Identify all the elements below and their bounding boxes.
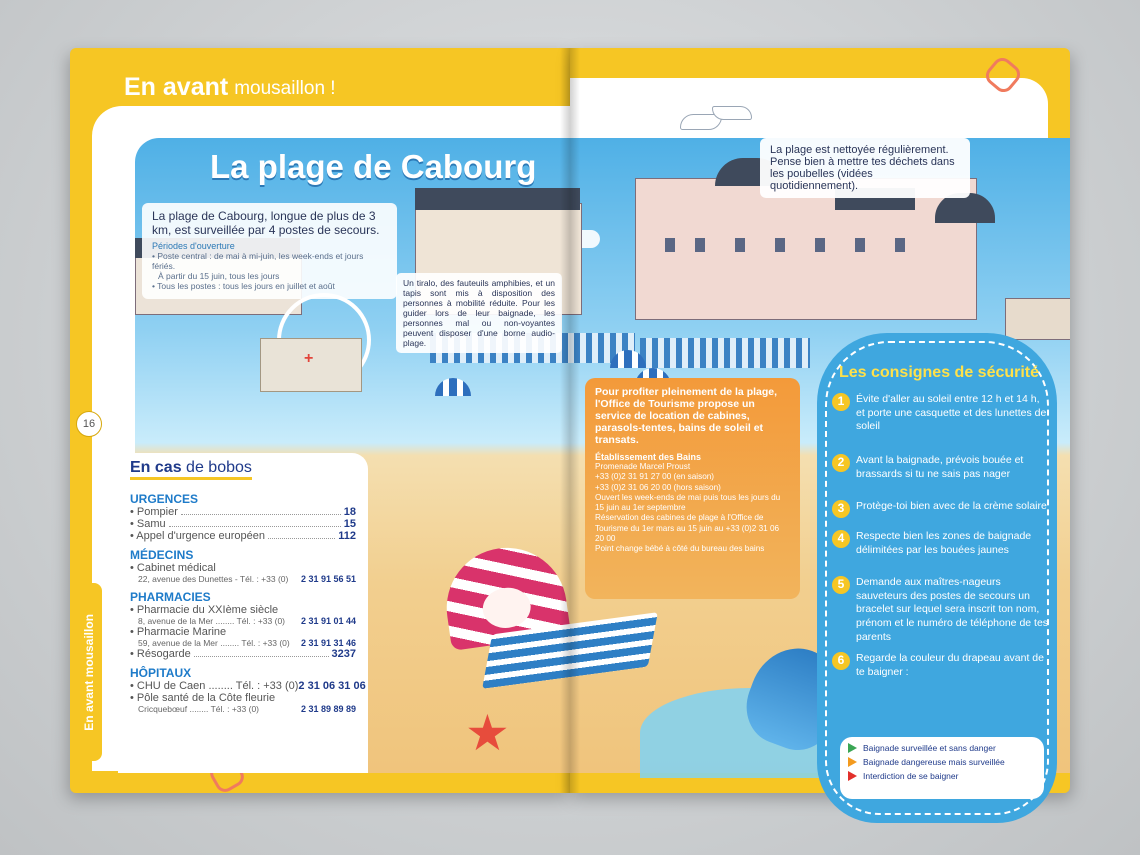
- contact-address: [130, 704, 356, 714]
- bains-line: Point change bébé à côté du bureau des bains: [595, 544, 765, 553]
- contact-label: • Pompier: [130, 506, 178, 518]
- section-heading: URGENCES: [130, 492, 199, 506]
- flag-text: Baignade surveillée et sans danger: [863, 743, 996, 753]
- flag-item: [848, 771, 1036, 781]
- window: [855, 238, 865, 252]
- section-heading: PHARMACIES: [130, 590, 211, 604]
- red-flag-icon: [848, 771, 857, 781]
- bains-line: Réservation des cabines de plage à l'Office de Tourisme du 1er mars au 15 juin au +33 (0)2 31 06 20 00: [595, 513, 780, 543]
- flag-legend: [840, 737, 1044, 799]
- contact-label: • CHU de Caen ........ Tél. : +33 (0): [130, 680, 299, 692]
- contact-number: 2 31 91 31 46: [300, 638, 356, 648]
- contact-row: [130, 518, 356, 530]
- window: [775, 238, 785, 252]
- contact-number: 15: [343, 518, 356, 530]
- roof: [415, 188, 580, 210]
- rule-text: Protège-toi bien avec de la crème solaire: [856, 500, 1047, 512]
- safety-rule: [832, 530, 1050, 557]
- beach-cabins: [640, 338, 810, 368]
- safety-rule: [832, 393, 1050, 434]
- bains-headline: Pour profiter pleinement de la plage, l'Office de Tourisme propose un service de location de cabines, parasols-tentes, bains de soleil et transats.: [595, 386, 778, 446]
- parasol-icon: [435, 378, 471, 396]
- building: [1005, 298, 1070, 340]
- section-heading: HÔPITAUX: [130, 666, 192, 680]
- contact-number: 2 31 91 01 44: [300, 616, 356, 626]
- rule-number: 5: [832, 576, 850, 594]
- contact-address: [130, 574, 356, 584]
- flag-text: Interdiction de se baigner: [863, 771, 959, 781]
- emergency-title-b: de bobos: [186, 459, 252, 476]
- safety-rule: [832, 652, 1050, 679]
- opening-line: • Poste central : de mai à mi-juin, les week-ends et jours fériés.: [152, 251, 364, 271]
- address-text: 22, avenue des Dunettes - Tél. : +33 (0): [138, 574, 289, 584]
- orange-flag-icon: [848, 757, 857, 767]
- opening-periods-heading: Périodes d'ouverture: [152, 241, 235, 251]
- contact-number: 2 31 89 89 89: [300, 704, 356, 714]
- safety-rule: [832, 500, 1050, 518]
- page-header: [108, 66, 352, 102]
- opening-line: À partir du 15 juin, tous les jours: [158, 271, 280, 281]
- rule-text: Demande aux maîtres-nageurs sauveteurs des postes de secours un bracelet sur lequel sera inscrit ton nom, prénom et le numéro de téléphone de tes parents: [856, 576, 1049, 643]
- flag-item: [848, 743, 1036, 753]
- emergency-title-a: En cas: [130, 459, 182, 476]
- first-aid-cross-icon: +: [304, 350, 314, 367]
- accessibility-box: Un tiralo, des fauteuils amphibies, et un tapis sont mis à disposition des personnes à mobilité réduite. Pour les guider lors de leur baignade, les personnes mal ou non-voyantes peuvent disposer d'une borne audio-plage.: [396, 273, 562, 353]
- contact-row: [130, 604, 356, 616]
- bains-line: +33 (0)2 31 06 20 00 (hors saison): [595, 482, 721, 492]
- header-part1: En avant: [124, 73, 229, 101]
- window: [735, 238, 745, 252]
- contact-row: [130, 680, 366, 692]
- green-flag-icon: [848, 743, 857, 753]
- contact-number: 2 31 06 31 06: [298, 680, 366, 692]
- emergency-contacts-panel: [118, 453, 368, 773]
- contact-row: [130, 626, 356, 638]
- flag-item: [848, 757, 1036, 767]
- rule-text: Regarde la couleur du drapeau avant de te baigner :: [856, 652, 1044, 678]
- side-tab: [76, 583, 102, 761]
- emergency-title: [130, 459, 252, 480]
- rule-number: 1: [832, 393, 850, 411]
- rule-number: 6: [832, 652, 850, 670]
- rule-number: 3: [832, 500, 850, 518]
- side-tab-label: En avant mousaillon: [82, 613, 96, 731]
- section-heading: MÉDECINS: [130, 548, 194, 562]
- contact-number: 112: [338, 530, 356, 542]
- address-text: 8, avenue de la Mer ........ Tél. : +33 (0): [138, 616, 286, 626]
- bains-info-box: [585, 378, 800, 599]
- intro-box: [142, 203, 397, 299]
- opening-line: • Tous les postes : tous les jours en juillet et août: [152, 281, 335, 291]
- address-text: 59, avenue de la Mer ........ Tél. : +33 (0): [138, 638, 290, 648]
- contact-label: • Résogarde: [130, 648, 191, 660]
- safety-rule: [832, 576, 1050, 644]
- contact-number: 3237: [331, 648, 356, 660]
- rule-number: 4: [832, 530, 850, 548]
- contact-row: [130, 530, 356, 542]
- bains-line: Ouvert les week-ends de mai puis tous les jours du 15 juin au 1er septembre: [595, 492, 781, 512]
- page-number: 16: [76, 411, 102, 437]
- contact-number: 2 31 91 56 51: [300, 574, 356, 584]
- contact-address: [130, 638, 356, 648]
- contact-address: [130, 616, 356, 626]
- book-gutter: [560, 48, 580, 793]
- rule-text: Respecte bien les zones de baignade délimitées par les bouées jaunes: [856, 530, 1032, 556]
- window: [695, 238, 705, 252]
- bains-line: +33 (0)2 31 91 27 00 (en saison): [595, 472, 715, 482]
- bains-subheading: Établissement des Bains: [595, 452, 702, 462]
- contact-label: • Pôle santé de la Côte fleurie: [130, 692, 276, 704]
- contact-label: • Pharmacie Marine: [130, 626, 227, 638]
- contact-row: [130, 562, 356, 574]
- rule-text: Évite d'aller au soleil entre 12 h et 14 h, et porte une casquette et des lunettes de soleil: [856, 393, 1047, 433]
- brochure: [70, 48, 1070, 793]
- address-text: Cricquebœuf ........ Tél. : +33 (0): [138, 704, 260, 714]
- window: [895, 238, 905, 252]
- seagull-icon: [680, 106, 750, 136]
- window: [665, 238, 675, 252]
- starfish-icon: ★: [465, 705, 510, 761]
- intro-lead: La plage de Cabourg, longue de plus de 3 km, est surveillée par 4 postes de secours.: [152, 209, 380, 237]
- page-title: La plage de Cabourg: [210, 148, 537, 185]
- window: [815, 238, 825, 252]
- flag-text: Baignade dangereuse mais surveillée: [863, 757, 1005, 767]
- contact-row: [130, 692, 356, 704]
- contact-label: • Appel d'urgence européen: [130, 530, 266, 542]
- safety-rules-title: Les consignes de sécurité: [838, 364, 1040, 381]
- cleaning-message: La plage est nettoyée régulièrement. Pense bien à mettre tes déchets dans les poubelles (vidées quotidiennement).: [760, 138, 970, 198]
- contact-label: • Cabinet médical: [130, 562, 216, 574]
- contact-row: [130, 506, 356, 518]
- safety-rule: [832, 454, 1050, 481]
- bains-line: Promenade Marcel Proust: [595, 462, 691, 471]
- grand-hotel: [635, 178, 977, 320]
- header-part2: mousaillon !: [234, 78, 336, 99]
- rule-text: Avant la baignade, prévois bouée et brassards si tu ne sais pas nager: [856, 454, 1024, 480]
- contact-number: 18: [343, 506, 356, 518]
- contact-row: [130, 648, 356, 660]
- contact-label: • Pharmacie du XXIème siècle: [130, 604, 279, 616]
- contact-label: • Samu: [130, 518, 166, 530]
- rule-number: 2: [832, 454, 850, 472]
